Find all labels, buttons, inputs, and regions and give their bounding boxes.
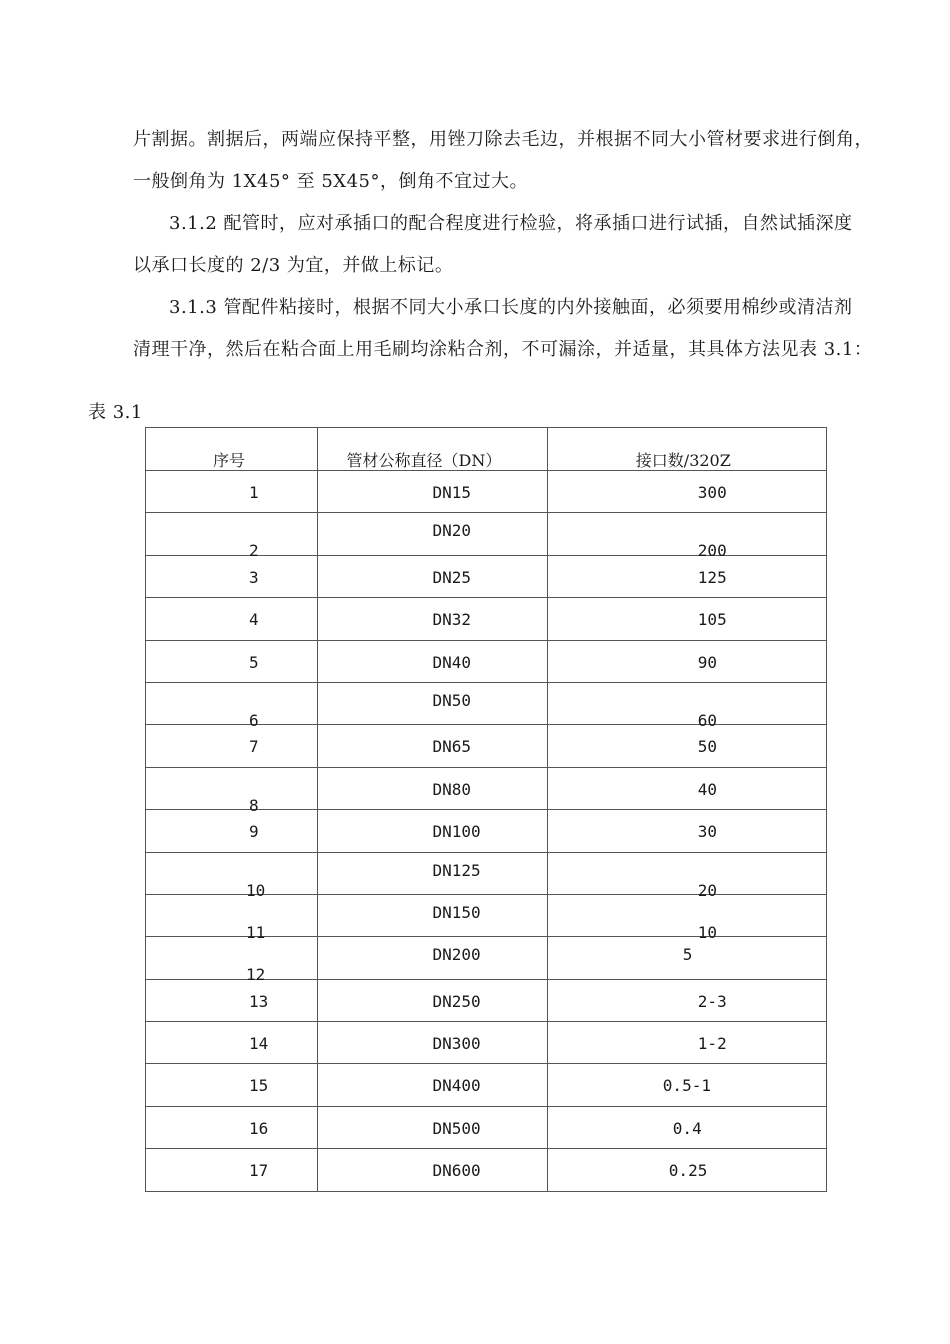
table-row <box>146 810 827 852</box>
cell-value: 2 <box>249 541 259 561</box>
header-cell-index <box>146 428 318 471</box>
cell-joint-count <box>547 852 826 900</box>
cell-index <box>146 513 318 561</box>
cell-index <box>146 1064 318 1106</box>
cell-value: 0.25 <box>668 1161 708 1181</box>
cell-joint-count <box>547 471 826 513</box>
table-row <box>146 640 827 682</box>
cell-index <box>146 598 318 640</box>
cell-value: DN200 <box>432 945 481 965</box>
cell-index <box>146 810 318 852</box>
cell-value: 90 <box>697 652 718 672</box>
cell-value: 8 <box>249 795 259 815</box>
cell-diameter <box>318 1022 547 1064</box>
cell-value: 7 <box>249 737 259 757</box>
table-row <box>146 979 827 1021</box>
cell-diameter <box>318 1106 547 1148</box>
cell-value: 1-2 <box>697 1034 727 1054</box>
cell-value: 9 <box>249 822 259 842</box>
cell-value: 50 <box>697 737 718 757</box>
cell-joint-count <box>547 937 826 979</box>
cell-value: 6 <box>249 710 259 730</box>
cell-value: DN125 <box>432 860 481 880</box>
text-line: 一般倒角为 1X45° 至 5X45°，倒角不宜过大。 <box>133 171 529 192</box>
cell-diameter <box>318 894 547 936</box>
cell-diameter <box>318 555 547 597</box>
cell-value: DN300 <box>432 1034 481 1054</box>
table-caption: 表 3.1 <box>88 402 143 423</box>
table-row <box>146 725 827 767</box>
header-cell-joints <box>547 428 826 471</box>
table-row <box>146 1022 827 1064</box>
cell-joint-count <box>547 513 826 561</box>
cell-index <box>146 979 318 1021</box>
cell-value: DN250 <box>432 991 481 1011</box>
cell-joint-count <box>547 555 826 597</box>
text-line: 3.1.3 管配件粘接时，根据不同大小承口长度的内外接触面，必须要用棉纱或清洁剂 <box>169 297 853 318</box>
cell-diameter <box>318 1149 547 1191</box>
table-row <box>146 1064 827 1106</box>
cell-value: 12 <box>246 965 266 985</box>
cell-diameter <box>318 725 547 767</box>
text-line: 片割据。割据后，两端应保持平整，用锉刀除去毛边，并根据不同大小管材要求进行倒角， <box>133 129 873 150</box>
table-row <box>146 1149 827 1191</box>
table-row <box>146 555 827 597</box>
cell-value: 10 <box>697 922 718 942</box>
cell-value: 10 <box>246 880 266 900</box>
cell-diameter <box>318 979 547 1021</box>
cell-index <box>146 894 318 942</box>
table-row <box>146 682 827 724</box>
cell-joint-count <box>547 767 826 809</box>
text-line: 以承口长度的 2/3 为宜，并做上标记。 <box>133 255 454 276</box>
cell-joint-count <box>547 725 826 767</box>
cell-index <box>146 640 318 682</box>
cell-value: 30 <box>697 822 718 842</box>
cell-diameter <box>318 471 547 513</box>
cell-value: 125 <box>697 567 727 587</box>
cell-value: 40 <box>697 779 718 799</box>
header-label: 接口数/320Z <box>635 451 731 470</box>
cell-joint-count <box>547 640 826 682</box>
cell-joint-count <box>547 1149 826 1191</box>
cell-value: DN25 <box>432 567 472 587</box>
cell-value: 11 <box>246 922 266 942</box>
cell-joint-count <box>547 894 826 942</box>
cell-value: 1 <box>249 483 259 502</box>
cell-value: DN40 <box>432 652 472 672</box>
cell-diameter <box>318 682 547 724</box>
cell-value: DN600 <box>432 1161 481 1181</box>
paragraph-3-1-2 <box>133 203 893 287</box>
cell-value: 14 <box>249 1034 269 1054</box>
header-cell-diameter <box>318 428 547 471</box>
cell-value: 2-3 <box>697 991 727 1011</box>
cell-value: DN100 <box>432 822 481 842</box>
cell-value: DN20 <box>432 521 472 541</box>
cell-value: DN65 <box>432 737 472 757</box>
cell-value: DN15 <box>432 483 472 502</box>
cell-value: 3 <box>249 567 259 587</box>
adhesive-joint-table <box>145 427 827 1192</box>
table-row <box>146 1106 827 1148</box>
paragraph-3-1-3 <box>133 287 893 371</box>
cell-value: 13 <box>249 991 269 1011</box>
table-row <box>146 894 827 936</box>
cell-diameter <box>318 640 547 682</box>
paragraph-cutting <box>133 119 893 203</box>
cell-value: DN50 <box>432 690 472 710</box>
cell-value: 0.4 <box>672 1118 702 1138</box>
cell-value: 16 <box>249 1118 269 1138</box>
header-label: 序号 <box>213 451 246 470</box>
cell-value: DN80 <box>432 779 472 799</box>
cell-joint-count <box>547 1106 826 1148</box>
cell-diameter <box>318 937 547 979</box>
table-row <box>146 598 827 640</box>
header-label: 管材公称直径（DN） <box>346 451 502 470</box>
cell-index <box>146 1149 318 1191</box>
cell-index <box>146 725 318 767</box>
cell-diameter <box>318 852 547 894</box>
cell-value: 200 <box>697 541 727 561</box>
cell-value: 20 <box>697 880 718 900</box>
cell-joint-count <box>547 810 826 852</box>
table-row <box>146 852 827 894</box>
cell-joint-count <box>547 1022 826 1064</box>
cell-index <box>146 1022 318 1064</box>
cell-index <box>146 767 318 815</box>
cell-diameter <box>318 810 547 852</box>
cell-value: 5 <box>682 945 693 965</box>
cell-index <box>146 555 318 597</box>
cell-joint-count <box>547 598 826 640</box>
cell-index <box>146 852 318 900</box>
cell-value: 17 <box>249 1161 269 1181</box>
cell-index <box>146 471 318 513</box>
cell-value: 0.5-1 <box>662 1076 711 1096</box>
text-line: 清理干净，然后在粘合面上用毛刷均涂粘合剂，不可漏涂，并适量，其具体方法见表 3.1： <box>133 339 873 360</box>
cell-index <box>146 1106 318 1148</box>
cell-value: 5 <box>249 652 259 672</box>
cell-joint-count <box>547 682 826 730</box>
table-header-row <box>146 428 827 471</box>
table-row <box>146 937 827 979</box>
cell-diameter <box>318 513 547 555</box>
table-row <box>146 767 827 809</box>
cell-diameter <box>318 1064 547 1106</box>
table-row <box>146 513 827 555</box>
cell-value: 105 <box>697 610 727 630</box>
cell-value: 15 <box>249 1076 269 1096</box>
table-row <box>146 471 827 513</box>
cell-value: 60 <box>697 710 718 730</box>
cell-value: DN400 <box>432 1076 481 1096</box>
cell-joint-count <box>547 979 826 1021</box>
cell-index <box>146 937 318 985</box>
cell-index <box>146 682 318 730</box>
cell-value: 4 <box>249 610 259 630</box>
cell-value: DN32 <box>432 610 472 630</box>
cell-diameter <box>318 767 547 809</box>
cell-value: DN150 <box>432 902 481 922</box>
cell-joint-count <box>547 1064 826 1106</box>
cell-value: 300 <box>697 483 727 502</box>
text-line: 3.1.2 配管时，应对承插口的配合程度进行检验，将承插口进行试插，自然试插深度 <box>169 213 853 234</box>
cell-value: DN500 <box>432 1118 481 1138</box>
cell-diameter <box>318 598 547 640</box>
